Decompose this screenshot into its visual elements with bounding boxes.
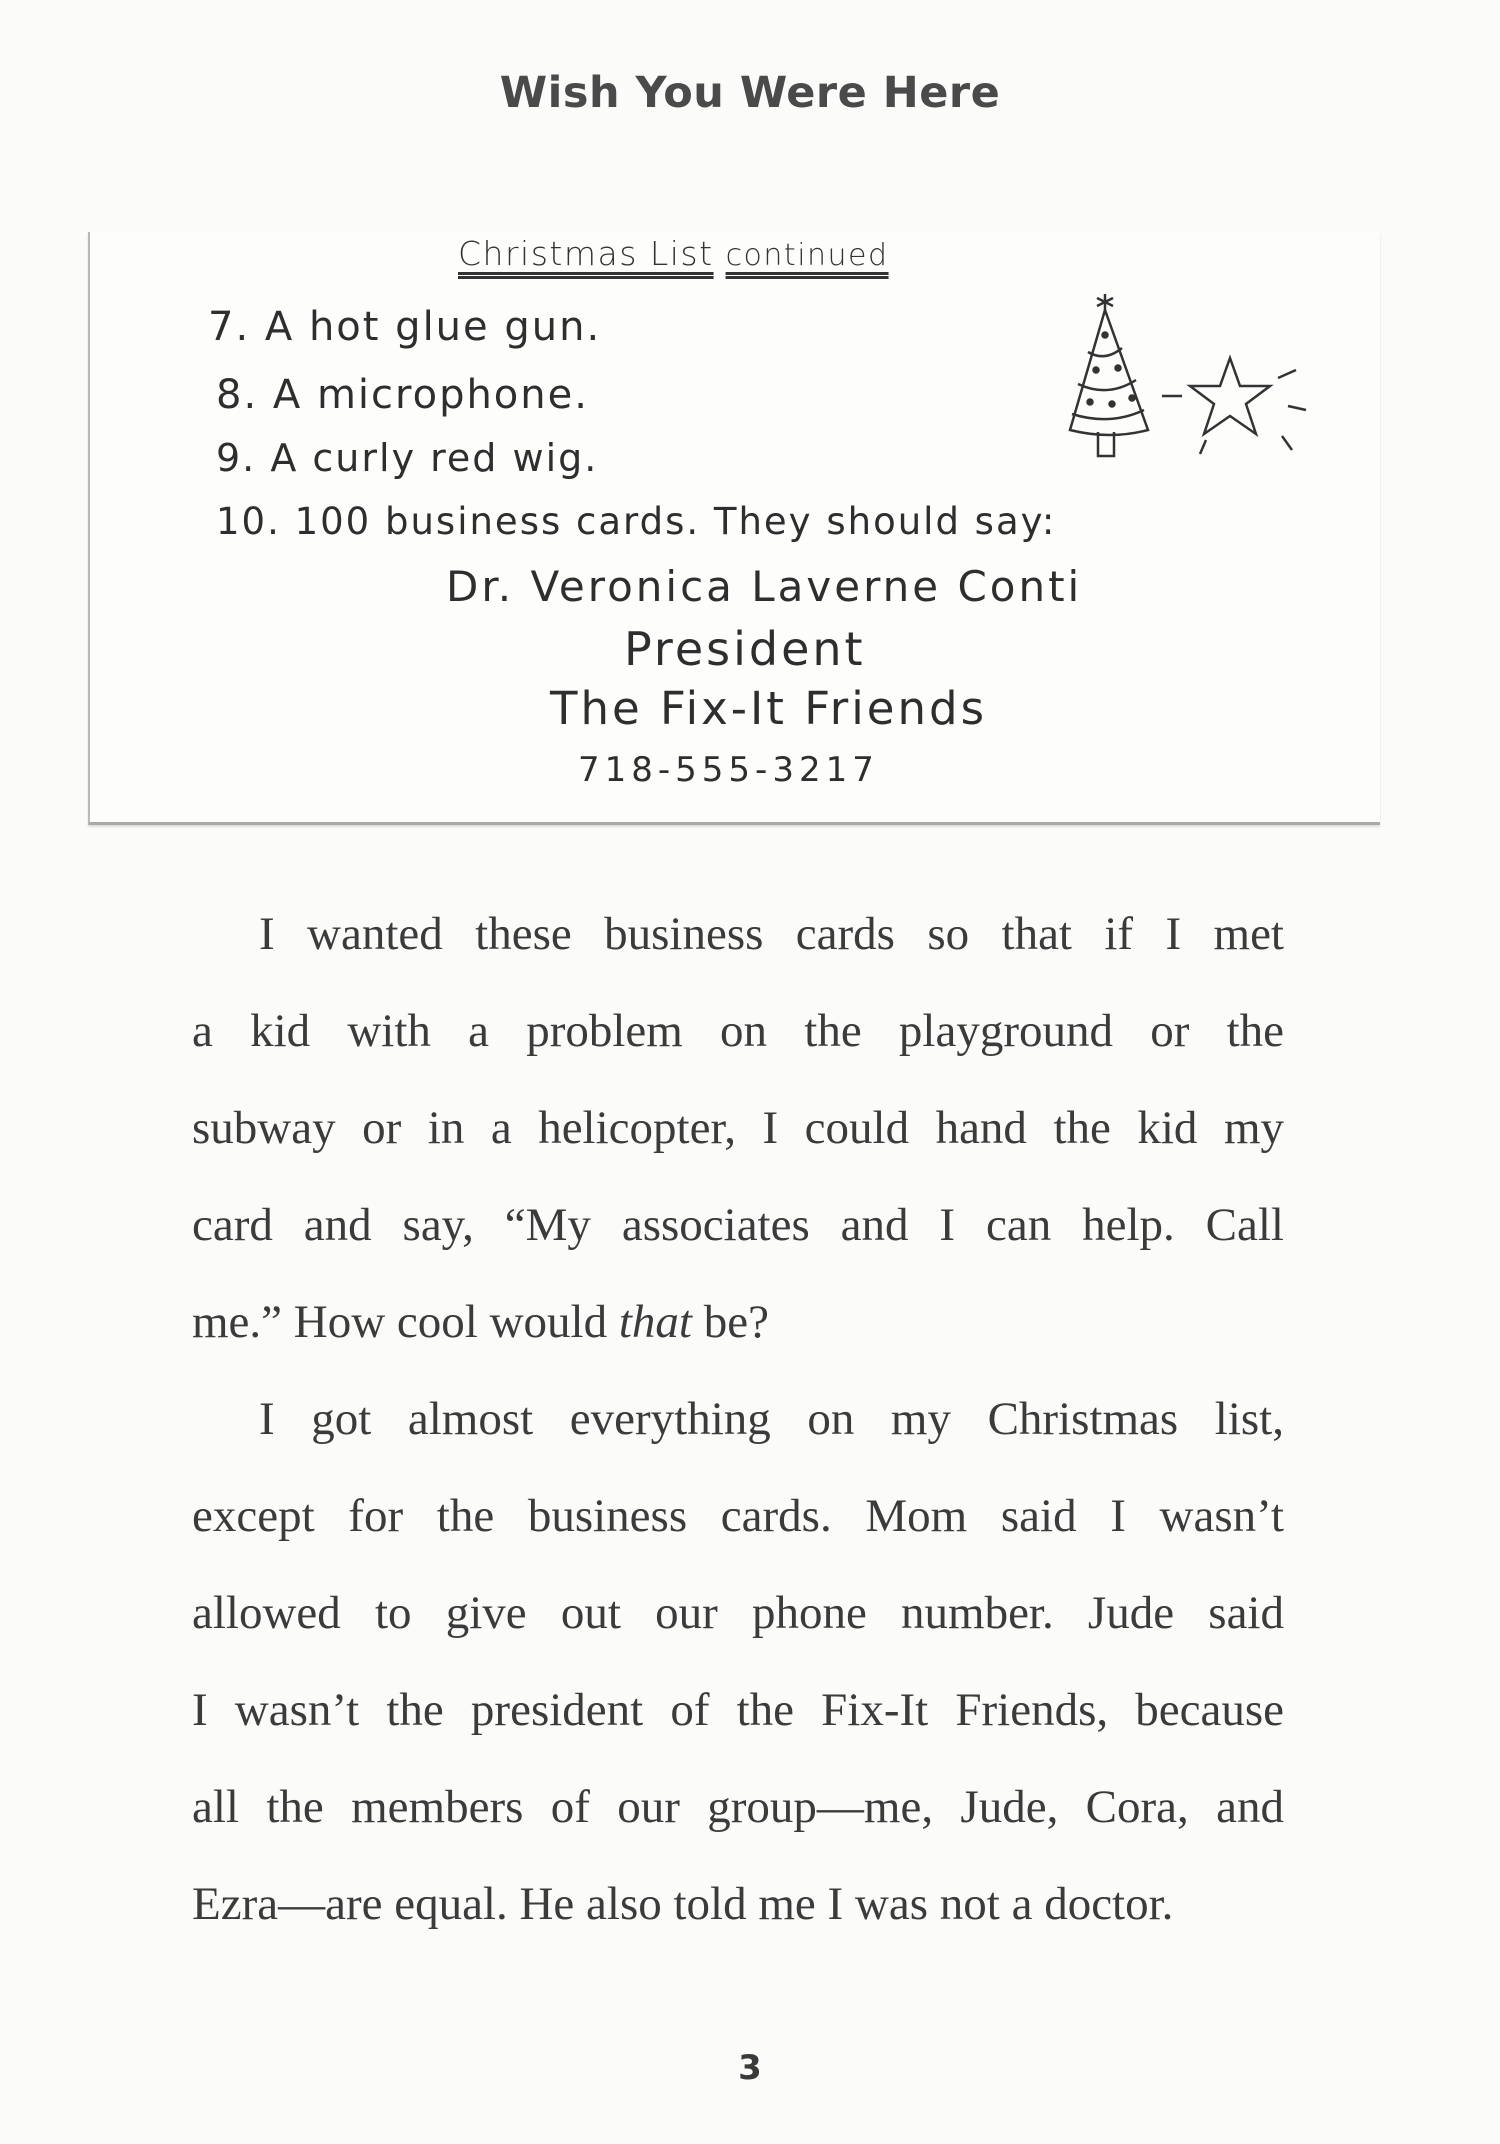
paragraph-2-line-6: Ezra—are equal. He also told me I was not a doctor. [192,1878,1174,1930]
running-head-title: Wish You Were Here [499,68,1001,118]
card-title: President [624,622,866,676]
paragraph-2-line-4: I wasn’t the president of the Fix-It Friends, because [192,1684,1284,1736]
list-item-9: 9. A curly red wig. [216,436,599,480]
list-item-8: 8. A microphone. [216,372,589,418]
star-icon [1162,358,1306,454]
card-phone: 718-555-3217 [578,750,879,790]
list-item-7: 7. A hot glue gun. [208,304,602,350]
note-title [458,234,889,273]
paragraph-2-line-5: all the members of our group—me, Jude, Cora, and [192,1781,1284,1833]
paragraph-1-text-end: be? [691,1296,769,1348]
note-title-main: Christmas List [458,234,714,273]
tree-and-star-drawing [1050,290,1310,490]
paragraph-2-line-3: allowed to give out our phone number. Jude said [192,1587,1284,1639]
paragraph-1-line-2: a kid with a problem on the playground or the [192,1005,1284,1057]
page-number: 3 [738,2048,762,2088]
card-org: The Fix-It Friends [550,682,988,735]
list-item-10: 10. 100 business cards. They should say: [216,500,1057,543]
body-text [192,886,1284,1953]
paragraph-1-line-1: I wanted these business cards so that if I met [259,908,1284,960]
christmas-tree-icon [1070,294,1148,456]
paragraph-1-text: me.” How cool would [192,1296,619,1348]
paragraph-2-line-2: except for the business cards. Mom said I wasn’t [192,1490,1284,1542]
paragraph-1-line-3: subway or in a helicopter, I could hand the kid my [192,1102,1284,1154]
christmas-list-note [88,232,1380,825]
card-name: Dr. Veronica Laverne Conti [446,562,1083,611]
emphasis-that: that [618,1296,692,1348]
paragraph-1-line-5 [192,1274,1284,1371]
paragraph-1-line-4: card and say, “My associates and I can help. Call [192,1199,1284,1251]
paragraph-2-line-1: I got almost everything on my Christmas list, [259,1393,1284,1445]
note-title-continued: continued [725,238,889,273]
